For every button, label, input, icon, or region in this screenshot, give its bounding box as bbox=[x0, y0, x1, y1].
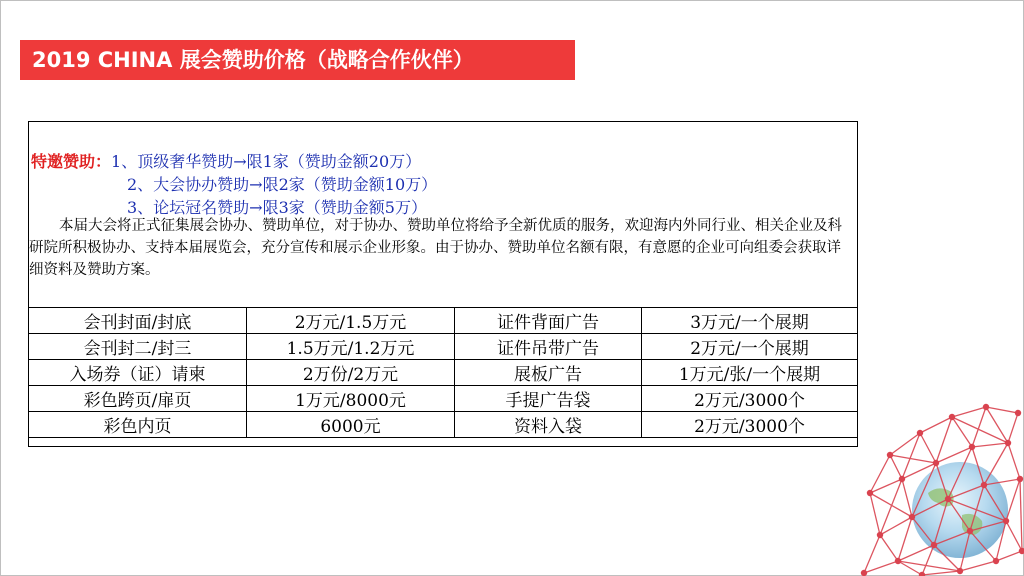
table-row bbox=[29, 308, 858, 334]
table-cell: 彩色内页 bbox=[29, 412, 247, 438]
table-cell: 2万元/一个展期 bbox=[642, 334, 858, 360]
network-edge bbox=[952, 407, 986, 417]
special-sponsor-label: 特邀赞助： bbox=[31, 152, 112, 171]
sponsor-item-1-text: 1、顶级奢华赞助→限1家（赞助金额20万） bbox=[111, 152, 422, 171]
network-edge bbox=[902, 479, 912, 517]
table-cell: 1万元/8000元 bbox=[247, 386, 455, 412]
network-node bbox=[1019, 548, 1024, 554]
table-cell: 1万元/张/一个展期 bbox=[642, 360, 858, 386]
network-edge bbox=[880, 535, 898, 561]
network-edge bbox=[972, 443, 1008, 447]
network-node bbox=[1015, 410, 1021, 416]
table-cell: 展板广告 bbox=[455, 360, 642, 386]
table-cell: 2万元/3000个 bbox=[642, 386, 858, 412]
table-cell: 会刊封二/封三 bbox=[29, 334, 247, 360]
network-node bbox=[895, 558, 901, 564]
network-node bbox=[867, 490, 873, 496]
network-edge bbox=[890, 455, 902, 479]
table-cell: 手提广告袋 bbox=[455, 386, 642, 412]
network-node bbox=[983, 404, 989, 410]
network-node bbox=[957, 568, 963, 574]
table-cell: 2万元/3000个 bbox=[642, 412, 858, 438]
network-node bbox=[933, 460, 939, 466]
network-node bbox=[969, 444, 975, 450]
network-edge bbox=[986, 407, 1018, 413]
sponsor-item-3: 3、论坛冠名赞助→限3家（赞助金额5万） bbox=[127, 198, 427, 217]
table-cell: 2万份/2万元 bbox=[247, 360, 455, 386]
network-node bbox=[981, 482, 987, 488]
network-edge bbox=[920, 433, 936, 463]
network-node bbox=[945, 496, 951, 502]
network-node bbox=[931, 542, 937, 548]
network-edge bbox=[1020, 479, 1022, 551]
network-edge bbox=[890, 455, 936, 463]
network-node bbox=[909, 514, 915, 520]
network-edge bbox=[864, 561, 898, 573]
intro-section bbox=[29, 122, 857, 308]
network-edge bbox=[996, 551, 1022, 561]
network-edge bbox=[1008, 413, 1018, 443]
intro-paragraph: 本届大会将正式征集展会协办、赞助单位，对于协办、赞助单位将给予全新优质的服务，欢迎海内外同行业、相关企业及科研院所积极协办、支持本届展览会，充分宣传和展示企业形象。由于协办、赞助单位名额有限，有意愿的企业可向组委会获取详细资料及赞助方案。 bbox=[29, 218, 842, 278]
table-cell: 会刊封面/封底 bbox=[29, 308, 247, 334]
network-edge bbox=[960, 561, 996, 571]
network-edge bbox=[870, 493, 880, 535]
network-edge bbox=[1008, 443, 1020, 479]
network-edge bbox=[864, 535, 880, 573]
table-row bbox=[29, 360, 858, 386]
table-cell: 证件背面广告 bbox=[455, 308, 642, 334]
table-row bbox=[29, 386, 858, 412]
network-node bbox=[917, 430, 923, 436]
network-edge bbox=[1006, 521, 1022, 551]
table-row bbox=[29, 334, 858, 360]
network-node bbox=[861, 570, 867, 576]
table-cell: 入场券（证）请柬 bbox=[29, 360, 247, 386]
sponsor-item-1 bbox=[31, 149, 421, 172]
pricing-table bbox=[28, 307, 858, 438]
network-node bbox=[1017, 476, 1023, 482]
network-node bbox=[887, 452, 893, 458]
table-cell: 6000元 bbox=[247, 412, 455, 438]
table-cell: 证件吊带广告 bbox=[455, 334, 642, 360]
table-row bbox=[29, 412, 858, 438]
table-cell: 彩色跨页/扉页 bbox=[29, 386, 247, 412]
sponsor-item-2: 2、大会协办赞助→限2家（赞助金额10万） bbox=[127, 175, 438, 194]
network-node bbox=[899, 476, 905, 482]
network-edge bbox=[1006, 479, 1020, 521]
table-cell: 1.5万元/1.2万元 bbox=[247, 334, 455, 360]
page-title: 2019 CHINA 展会赞助价格（战略合作伙伴） bbox=[20, 40, 575, 80]
network-node bbox=[877, 532, 883, 538]
network-node bbox=[967, 528, 973, 534]
network-globe-decoration bbox=[850, 395, 1024, 576]
network-edge bbox=[870, 493, 912, 517]
network-node bbox=[919, 572, 925, 576]
network-node bbox=[993, 558, 999, 564]
table-cell: 3万元/一个展期 bbox=[642, 308, 858, 334]
table-cell: 资料入袋 bbox=[455, 412, 642, 438]
sponsorship-panel bbox=[28, 121, 858, 447]
network-node bbox=[1003, 518, 1009, 524]
network-node bbox=[1005, 440, 1011, 446]
network-node bbox=[949, 414, 955, 420]
network-edge bbox=[922, 571, 960, 575]
network-edge bbox=[870, 455, 890, 493]
table-cell: 2万元/1.5万元 bbox=[247, 308, 455, 334]
